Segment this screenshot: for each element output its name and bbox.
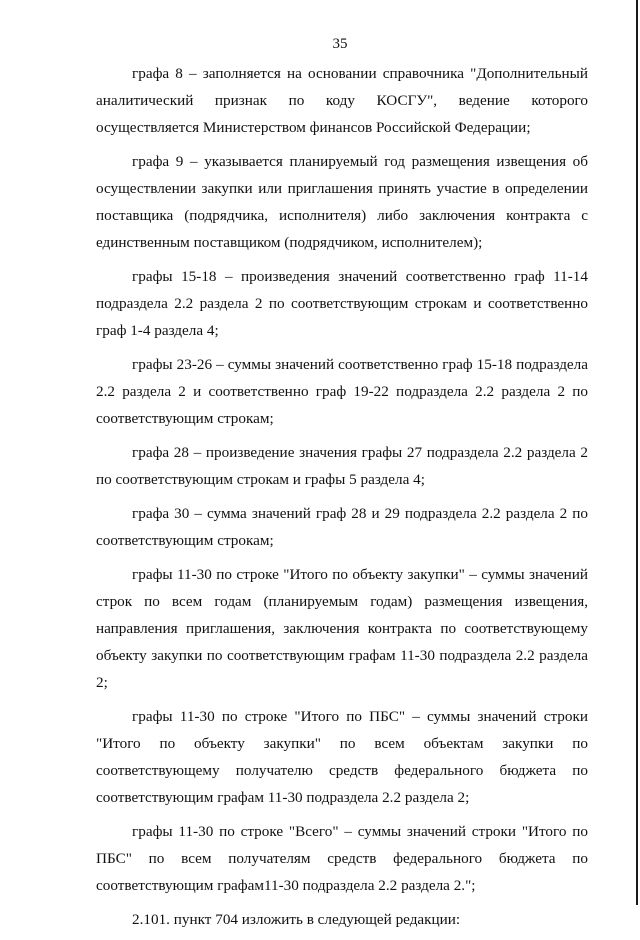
- paragraph-grafy-15-18: графы 15-18 – произведения значений соответственно граф 11-14 подраздела 2.2 раздела 2 по соответствующим строкам и соответственно граф 1-4 раздела 4;: [96, 268, 588, 339]
- paragraph-grafa-8: графа 8 – заполняется на основании справочника "Дополнительный аналитический признак по коду КОСГУ", ведение которого осуществляется Министерством финансов Российской Федерации;: [96, 65, 588, 136]
- paragraph-grafy-23-26: графы 23-26 – суммы значений соответственно граф 15-18 подраздела 2.2 раздела 2 и соответственно граф 19-22 подраздела 2.2 раздела 2 по соответствующим строкам;: [96, 356, 588, 427]
- paragraph-itogo-po-pbs: графы 11-30 по строке "Итого по ПБС" – суммы значений строки "Итого по объекту закупки" по всем объектам закупки по соответствующему получателю средств федерального бюджета по соответствующим графам 11-30 подраздела 2.2 раздела 2;: [96, 708, 588, 806]
- paragraph-vsego: графы 11-30 по строке "Всего" – суммы значений строки "Итого по ПБС" по всем получателям средств федерального бюджета по соответствующим графам11-30 подраздела 2.2 раздела 2.";: [96, 823, 588, 894]
- page-number: 35: [332, 36, 348, 52]
- paragraph-itogo-po-obektu: графы 11-30 по строке "Итого по объекту закупки" – суммы значений строк по всем годам (планируемым годам) размещения извещения, направления приглашения, заключения контракта по соответствующему объекту закупки по соответствующим графам 11-30 подраздела 2.2 раздела 2;: [96, 566, 588, 691]
- paragraph-grafa-28: графа 28 – произведение значения графы 27 подраздела 2.2 раздела 2 по соответствующим строкам и графы 5 раздела 4;: [96, 444, 588, 488]
- paragraph-punkt-2-101: 2.101. пункт 704 изложить в следующей редакции:: [132, 911, 461, 928]
- paragraph-grafa-30: графа 30 – сумма значений граф 28 и 29 подраздела 2.2 раздела 2 по соответствующим строкам;: [96, 505, 588, 549]
- document-body: [96, 60, 588, 940]
- paragraph-grafa-9: графа 9 – указывается планируемый год размещения извещения об осуществлении закупки или приглашения принять участие в определении поставщика (подрядчика, исполнителя) либо заключения контракта с единственным поставщиком (подрядчиком, исполнителем);: [96, 153, 588, 251]
- page-edge-shadow: [636, 0, 638, 905]
